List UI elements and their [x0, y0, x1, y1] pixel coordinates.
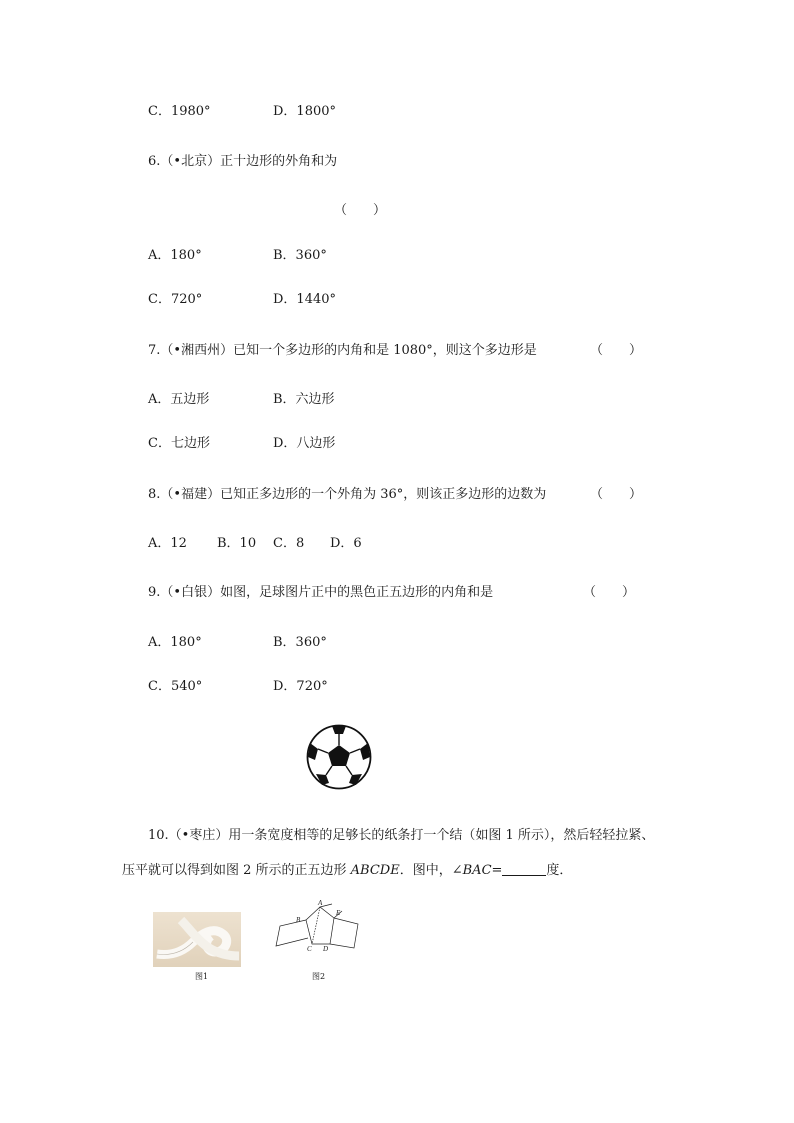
q6-option-d: D．1440°: [273, 292, 337, 307]
soccer-ball-figure: [306, 724, 372, 790]
q8-option-b: B．10: [217, 536, 257, 551]
pentagon-figure-2: [272, 898, 368, 962]
q9-option-c: C．540°: [148, 679, 203, 694]
figure-2-caption: 图2: [312, 972, 326, 981]
figure-1-caption: 图1: [195, 972, 209, 981]
q6-answer-paren: （ ）: [334, 203, 387, 218]
angle-label: BAC: [462, 863, 492, 878]
vertex-b-label: B: [296, 916, 301, 924]
q5-option-d: D．1800°: [273, 104, 337, 119]
q9-stem: 9.（•白银）如图，足球图片正中的黑色正五边形的内角和是: [148, 585, 494, 600]
vertex-e-label: E: [336, 909, 341, 917]
q10-text: ．图中，∠: [399, 863, 463, 878]
q9-option-a: A．180°: [148, 635, 202, 650]
q10-text: =: [491, 863, 503, 878]
q6-stem: 6.（•北京）正十边形的外角和为: [148, 154, 338, 169]
knot-figure-1: [153, 912, 241, 967]
vertex-a-label: A: [318, 899, 323, 907]
q7-option-c: C．七边形: [148, 436, 210, 451]
q9-option-d: D．720°: [273, 679, 328, 694]
vertex-d-label: D: [323, 945, 329, 953]
vertex-c-label: C: [307, 945, 312, 953]
q8-option-d: D．6: [330, 536, 362, 551]
q10-stem-line2: [122, 862, 572, 880]
answer-blank[interactable]: [502, 863, 546, 876]
q6-option-c: C．720°: [148, 292, 203, 307]
q7-option-b: B．六边形: [273, 392, 335, 407]
q6-option-a: A．180°: [148, 248, 202, 263]
q8-stem: 8.（•福建）已知正多边形的一个外角为 36°，则该正多边形的边数为: [148, 487, 547, 502]
q10-text: 度．: [546, 863, 573, 878]
q8-option-c: C．8: [273, 536, 305, 551]
q8-answer-paren: （ ）: [590, 487, 643, 502]
q7-stem: 7.（•湘西州）已知一个多边形的内角和是 1080°，则这个多边形是: [148, 343, 537, 358]
q6-option-b: B．360°: [273, 248, 327, 263]
q5-option-c: C．1980°: [148, 104, 211, 119]
pentagon-label: ABCDE: [350, 863, 400, 878]
q10-stem-line1: 10.（•枣庄）用一条宽度相等的足够长的纸条打一个结（如图 1 所示），然后轻轻拉紧、: [148, 828, 655, 843]
q8-option-a: A．12: [148, 536, 187, 551]
q7-answer-paren: （ ）: [590, 343, 643, 358]
q9-option-b: B．360°: [273, 635, 327, 650]
q7-option-d: D．八边形: [273, 436, 336, 451]
q9-answer-paren: （ ）: [583, 585, 636, 600]
q10-text: 压平就可以得到如图 2 所示的正五边形: [122, 863, 351, 878]
q7-option-a: A．五边形: [148, 392, 210, 407]
